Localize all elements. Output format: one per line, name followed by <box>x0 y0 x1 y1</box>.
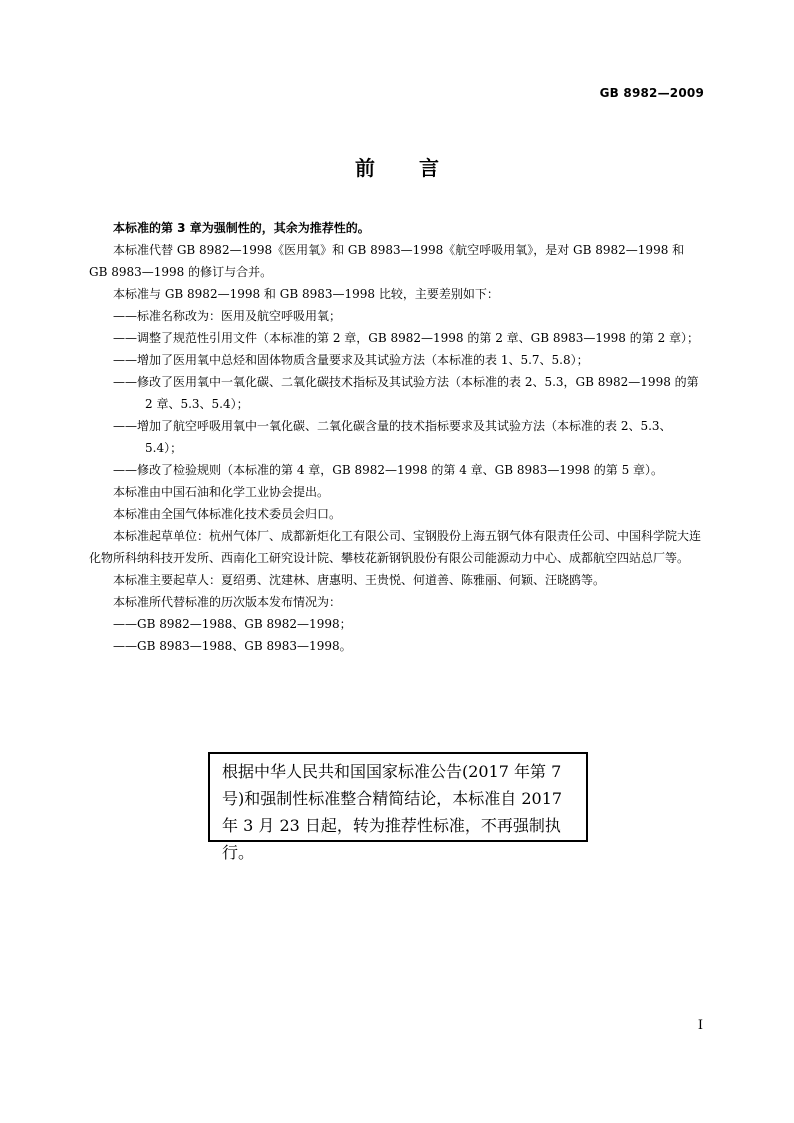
change-item: ——标准名称改为：医用及航空呼吸用氧； <box>113 309 342 323</box>
change-item: ——修改了医用氧中一氧化碳、二氧化碳技术指标及其试验方法（本标准的表 2、5.3，GB 8982—1998 的第 2 章、5.3、5.4）； <box>113 375 699 411</box>
change-item: ——调整了规范性引用文件（本标准的第 2 章，GB 8982—1998 的第 2 章、GB 8983—1998 的第 2 章）； <box>113 331 700 345</box>
drafters: 本标准主要起草人：夏绍勇、沈建林、唐惠明、王贵悦、何道善、陈雅丽、何颖、汪晓鸥等。 <box>113 573 606 587</box>
page-title: 前言 <box>355 156 483 180</box>
change-item: ——增加了医用氧中总烃和固体物质含量要求及其试验方法（本标准的表 1、5.7、5.8）； <box>113 353 589 367</box>
proposer-statement: 本标准由中国石油和化学工业协会提出。 <box>113 485 330 499</box>
change-item: ——修改了检验规则（本标准的第 4 章，GB 8982—1998 的第 4 章、GB 8983—1998 的第 5 章）。 <box>113 463 664 477</box>
status-notice-box: 根据中华人民共和国国家标准公告(2017 年第 7 号)和强制性标准整合精简结论，本标准自 2017 年 3 月 23 日起，转为推荐性标准，不再强制执行。 <box>208 752 588 842</box>
committee-statement: 本标准由全国气体标准化技术委员会归口。 <box>113 507 342 521</box>
change-item: ——增加了航空呼吸用氧中一氧化碳、二氧化碳含量的技术指标要求及其试验方法（本标准的表 2、5.3、5.4）； <box>113 419 672 455</box>
standard-code: GB 8982—2009 <box>599 86 704 100</box>
drafting-units: 本标准起草单位：杭州气体厂、成都新炬化工有限公司、宝钢股份上海五钢气体有限责任公司、中国科学院大连化物所科纳科技开发所、西南化工研究设计院、攀枝花新钢钒股份有限公司能源动力中心、成都航空四站总厂等。 <box>89 529 702 565</box>
history-intro: 本标准所代替标准的历次版本发布情况为： <box>113 595 342 609</box>
foreword-body <box>89 217 705 657</box>
comparison-intro: 本标准与 GB 8982—1998 和 GB 8983—1998 比较，主要差别如下： <box>113 287 499 301</box>
history-item: ——GB 8983—1988、GB 8983—1998。 <box>113 639 352 653</box>
replacement-statement: 本标准代替 GB 8982—1998《医用氧》和 GB 8983—1998《航空呼吸用氧》，是对 GB 8982—1998 和 GB 8983—1998 的修订与合并。 <box>89 243 685 279</box>
scope-statement: 本标准的第 3 章为强制性的，其余为推荐性的。 <box>113 221 370 235</box>
page-number: I <box>697 1018 703 1033</box>
history-item: ——GB 8982—1988、GB 8982—1998； <box>113 617 352 631</box>
